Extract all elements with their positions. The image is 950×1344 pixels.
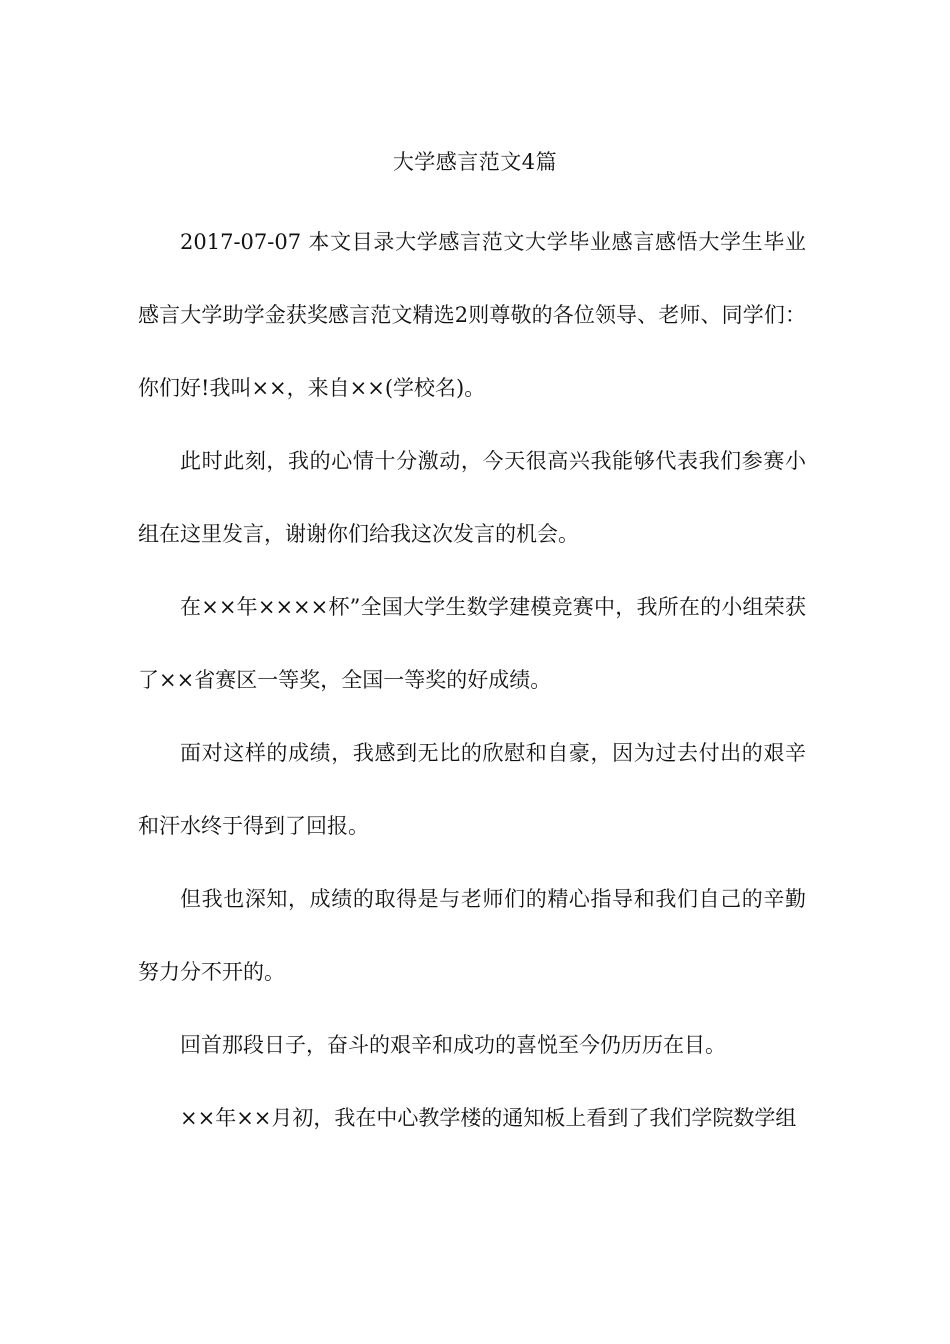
paragraph: 2017-07-07 本文目录大学感言范文大学毕业感言感悟大学生毕业感言大学助学金获奖感言范文精选2则尊敬的各位领导、老师、同学们：你们好!我叫××，来自××(学校名)。 xyxy=(138,230,806,400)
paragraph: 面对这样的成绩，我感到无比的欣慰和自豪，因为过去付出的艰辛和汗水终于得到了回报。 xyxy=(138,741,806,838)
paragraph: 在××年××××杯”全国大学生数学建模竞赛中，我所在的小组荣获了××省赛区一等奖，全国一等奖的好成绩。 xyxy=(138,595,806,692)
paragraph: 回首那段日子，奋斗的艰辛和成功的喜悦至今仍历历在目。 xyxy=(180,1033,726,1057)
paragraph: 但我也深知，成绩的取得是与老师们的精心指导和我们自己的辛勤努力分不开的。 xyxy=(138,887,806,984)
paragraph: 此时此刻，我的心情十分激动，今天很高兴我能够代表我们参赛小组在这里发言，谢谢你们给我这次发言的机会。 xyxy=(138,449,806,546)
paragraph: ××年××月初，我在中心教学楼的通知板上看到了我们学院数学组 xyxy=(180,1106,797,1130)
document-body xyxy=(138,206,806,1155)
document-title: 大学感言范文4篇 xyxy=(392,150,558,174)
